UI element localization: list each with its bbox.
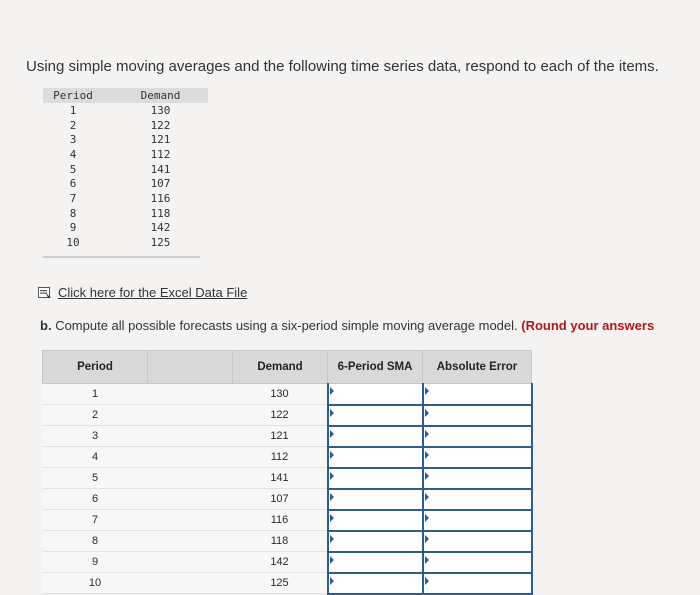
grid-row <box>43 405 532 426</box>
period-cell: 4 <box>69 147 77 161</box>
grid-period-cell: 6 <box>43 489 148 510</box>
grid-row <box>43 531 532 552</box>
grid-spacer-cell <box>148 552 233 573</box>
grid-demand-cell: 122 <box>233 405 328 426</box>
input-marker-icon <box>330 535 334 543</box>
grid-row <box>43 426 532 447</box>
sma-input-cell <box>328 552 423 573</box>
grid-period-cell: 7 <box>43 510 148 531</box>
table-row <box>43 221 208 236</box>
absolute-error-input[interactable] <box>424 428 531 444</box>
input-marker-icon <box>425 493 429 501</box>
sma-input[interactable] <box>329 407 422 423</box>
grid-spacer-cell <box>148 531 233 552</box>
input-marker-icon <box>330 556 334 564</box>
period-cell: 10 <box>66 236 80 250</box>
absolute-error-input[interactable] <box>424 554 531 570</box>
input-marker-icon <box>330 409 334 417</box>
absolute-error-input-cell <box>423 573 532 594</box>
period-cell: 2 <box>69 118 77 132</box>
input-marker-icon <box>330 430 334 438</box>
input-marker-icon <box>425 535 429 543</box>
grid-row <box>43 552 532 573</box>
period-cell: 8 <box>69 206 77 220</box>
grid-period-cell: 8 <box>43 531 148 552</box>
input-marker-icon <box>330 514 334 522</box>
input-marker-icon <box>425 577 429 585</box>
demand-cell: 141 <box>150 162 171 176</box>
table-row <box>43 206 208 221</box>
absolute-error-input-cell <box>423 552 532 573</box>
grid-period-cell: 1 <box>43 384 148 405</box>
input-marker-icon <box>330 577 334 585</box>
table-row <box>43 103 208 118</box>
grid-spacer-cell <box>148 573 233 594</box>
absolute-error-input[interactable] <box>424 386 531 402</box>
part-b-prompt <box>40 318 654 333</box>
grid-header-sma: 6-Period SMA <box>328 351 423 384</box>
demand-cell: 121 <box>150 133 171 147</box>
absolute-error-input[interactable] <box>424 512 531 528</box>
question-text: Using simple moving averages and the following time series data, respond to each of the items. <box>26 58 659 75</box>
table-footer-rule <box>43 256 200 258</box>
absolute-error-input-cell <box>423 426 532 447</box>
absolute-error-input-cell <box>423 531 532 552</box>
grid-period-cell: 3 <box>43 426 148 447</box>
sma-input[interactable] <box>329 470 422 486</box>
grid-header-period: Period <box>43 351 148 384</box>
excel-link-text[interactable]: Click here for the Excel Data File <box>58 285 248 300</box>
sma-input-cell <box>328 489 423 510</box>
grid-row <box>43 573 532 594</box>
grid-spacer-cell <box>148 447 233 468</box>
grid-spacer-cell <box>148 426 233 447</box>
period-cell: 9 <box>69 221 77 235</box>
sma-input[interactable] <box>329 449 422 465</box>
demand-cell: 107 <box>150 177 171 191</box>
sma-input[interactable] <box>329 491 422 507</box>
grid-period-cell: 10 <box>43 573 148 594</box>
grid-row <box>43 510 532 531</box>
sma-input-cell <box>328 426 423 447</box>
grid-demand-cell: 121 <box>233 426 328 447</box>
rounding-note: (Round your answers <box>521 318 655 333</box>
sma-input-cell <box>328 384 423 405</box>
grid-period-cell: 2 <box>43 405 148 426</box>
input-marker-icon <box>425 387 429 395</box>
grid-demand-cell: 107 <box>233 489 328 510</box>
grid-spacer-cell <box>148 384 233 405</box>
grid-period-cell: 9 <box>43 552 148 573</box>
grid-spacer-cell <box>148 468 233 489</box>
column-header-demand: Demand <box>103 88 208 103</box>
part-b-label: b. <box>40 318 52 333</box>
grid-spacer-cell <box>148 405 233 426</box>
part-b-text: Compute all possible forecasts using a six-period simple moving average model. <box>55 318 518 333</box>
absolute-error-input-cell <box>423 510 532 531</box>
input-marker-icon <box>330 387 334 395</box>
input-marker-icon <box>425 430 429 438</box>
grid-row <box>43 489 532 510</box>
sma-input[interactable] <box>329 554 422 570</box>
document-icon <box>38 287 52 299</box>
demand-cell: 125 <box>150 236 171 250</box>
table-row <box>43 162 208 177</box>
input-marker-icon <box>330 493 334 501</box>
absolute-error-input-cell <box>423 468 532 489</box>
absolute-error-input[interactable] <box>424 575 531 591</box>
sma-input[interactable] <box>329 533 422 549</box>
demand-cell: 112 <box>150 147 171 161</box>
time-series-table <box>43 88 208 250</box>
sma-input-cell <box>328 531 423 552</box>
absolute-error-input[interactable] <box>424 449 531 465</box>
absolute-error-input-cell <box>423 405 532 426</box>
sma-input[interactable] <box>329 575 422 591</box>
sma-input-cell <box>328 447 423 468</box>
grid-demand-cell: 118 <box>233 531 328 552</box>
table-row <box>43 235 208 250</box>
input-marker-icon <box>425 556 429 564</box>
input-marker-icon <box>425 472 429 480</box>
grid-period-cell: 5 <box>43 468 148 489</box>
grid-row <box>43 384 532 405</box>
grid-header-demand: Demand <box>233 351 328 384</box>
absolute-error-input-cell <box>423 384 532 405</box>
grid-demand-cell: 142 <box>233 552 328 573</box>
table-row <box>43 118 208 133</box>
sma-input[interactable] <box>329 386 422 402</box>
grid-spacer-cell <box>148 489 233 510</box>
excel-data-link[interactable] <box>38 285 247 300</box>
period-cell: 5 <box>69 162 77 176</box>
input-marker-icon <box>425 514 429 522</box>
demand-cell: 130 <box>150 103 171 117</box>
input-marker-icon <box>425 409 429 417</box>
sma-input-cell <box>328 468 423 489</box>
table-row <box>43 132 208 147</box>
table-row <box>43 147 208 162</box>
demand-cell: 122 <box>150 118 171 132</box>
period-cell: 6 <box>69 177 77 191</box>
grid-row <box>43 447 532 468</box>
absolute-error-input[interactable] <box>424 407 531 423</box>
absolute-error-input[interactable] <box>424 470 531 486</box>
period-cell: 3 <box>69 133 77 147</box>
period-cell: 7 <box>69 191 77 205</box>
table-row <box>43 176 208 191</box>
input-marker-icon <box>425 451 429 459</box>
column-header-period: Period <box>43 88 103 103</box>
sma-input[interactable] <box>329 512 422 528</box>
sma-input-cell <box>328 405 423 426</box>
grid-period-cell: 4 <box>43 447 148 468</box>
sma-input-cell <box>328 573 423 594</box>
absolute-error-input[interactable] <box>424 533 531 549</box>
grid-demand-cell: 125 <box>233 573 328 594</box>
grid-row <box>43 468 532 489</box>
answer-grid <box>42 350 533 595</box>
demand-cell: 142 <box>150 221 171 235</box>
sma-input[interactable] <box>329 428 422 444</box>
grid-demand-cell: 130 <box>233 384 328 405</box>
period-cell: 1 <box>69 103 77 117</box>
absolute-error-input-cell <box>423 447 532 468</box>
grid-header-absolute-error: Absolute Error <box>423 351 532 384</box>
absolute-error-input[interactable] <box>424 491 531 507</box>
demand-cell: 118 <box>150 206 171 220</box>
grid-demand-cell: 112 <box>233 447 328 468</box>
table-row <box>43 191 208 206</box>
sma-input-cell <box>328 510 423 531</box>
input-marker-icon <box>330 472 334 480</box>
input-marker-icon <box>330 451 334 459</box>
grid-header-spacer <box>148 351 233 384</box>
grid-spacer-cell <box>148 510 233 531</box>
demand-cell: 116 <box>150 191 171 205</box>
grid-demand-cell: 116 <box>233 510 328 531</box>
absolute-error-input-cell <box>423 489 532 510</box>
grid-demand-cell: 141 <box>233 468 328 489</box>
